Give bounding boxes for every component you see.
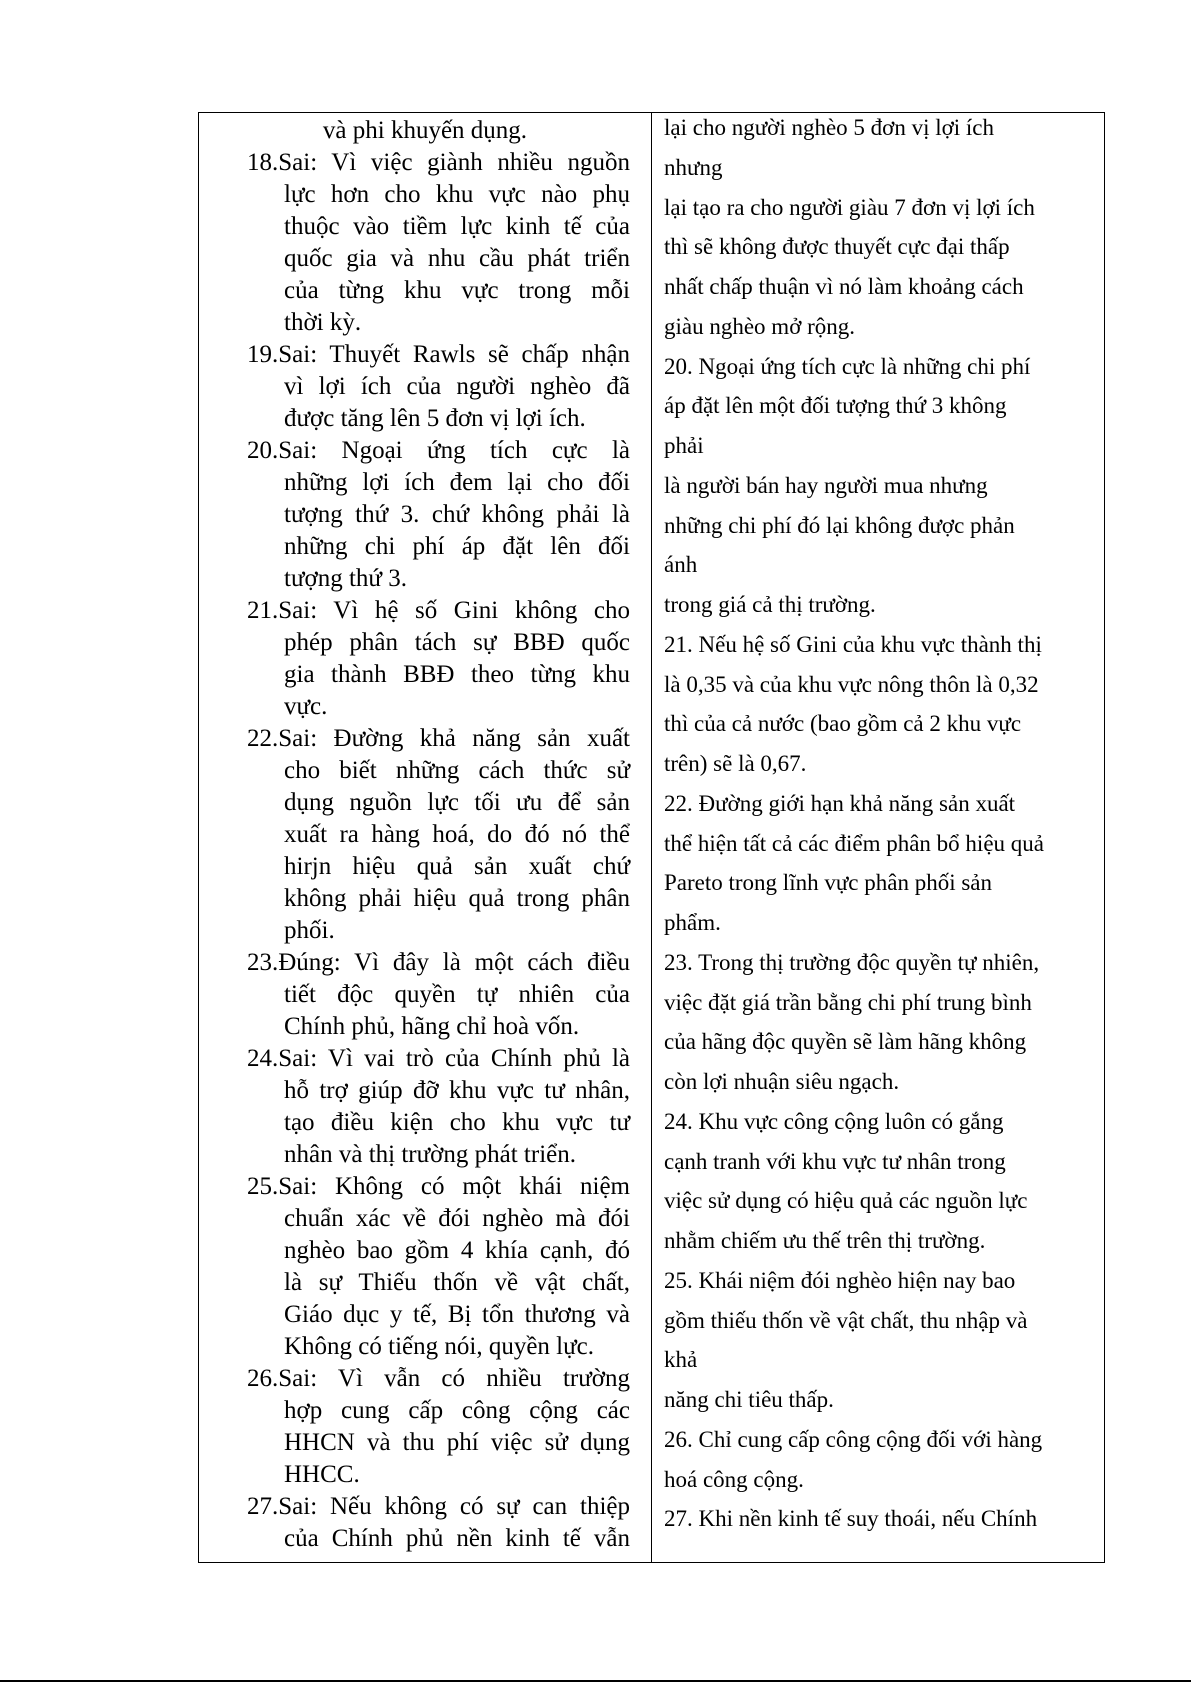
answer-line: hợp cung cấp công cộng các [284, 1397, 630, 1424]
answer-line: Không có tiếng nói, quyền lực. [284, 1333, 595, 1360]
answer-line: thời kỳ. [284, 309, 362, 336]
answer-line: những lợi ích đem lại cho đối [284, 469, 630, 496]
statement-line: trong giá cả thị trường. [664, 592, 876, 617]
statement-line: năng chi tiêu thấp. [664, 1387, 834, 1412]
answer-line: và phi khuyến dụng. [322, 117, 528, 144]
answer-line: vì lợi ích của người nghèo đã [284, 373, 630, 400]
answer-line: hỗ trợ giúp đỡ khu vực tư nhân, [284, 1077, 630, 1104]
statement-line: 27. Khi nền kinh tế suy thoái, nếu Chính [664, 1506, 1038, 1532]
answer-line: những chi phí áp đặt lên đối [284, 533, 630, 560]
answer-line: HHCN và thu phí việc sử dụng [284, 1429, 630, 1456]
answers-column [199, 113, 651, 1562]
answer-line: 21.Sai: Vì hệ số Gini không cho [247, 597, 630, 624]
answer-line: của Chính phủ nền kinh tế vẫn [284, 1525, 630, 1552]
statement-line: nhất chấp thuận vì nó làm khoảng cách [664, 274, 1024, 299]
answer-table [198, 112, 1105, 1563]
statement-line: là người bán hay người mua nhưng [664, 472, 988, 498]
answer-line: vực. [284, 693, 328, 720]
statement-line: Pareto trong lĩnh vực phân phối sản [664, 870, 993, 896]
statement-line: hoá công cộng. [664, 1466, 804, 1492]
column-divider [651, 113, 652, 1562]
statement-line: 22. Đường giới hạn khả năng sản xuất [664, 790, 1016, 816]
answer-line: 22.Sai: Đường khả năng sản xuất [247, 725, 630, 752]
answer-line: 27.Sai: Nếu không có sự can thiệp [247, 1493, 630, 1520]
statement-line: phải [664, 433, 704, 458]
page-bottom-rule [0, 1680, 1191, 1682]
statement-line: nhưng [664, 154, 723, 180]
answer-line: thuộc vào tiềm lực kinh tế của [284, 213, 630, 240]
answer-line: nghèo bao gồm 4 khía cạnh, đó [284, 1237, 630, 1264]
answer-line: lực hơn cho khu vực nào phụ [284, 181, 630, 208]
statement-line: phẩm. [664, 910, 721, 935]
statements-column [653, 113, 1104, 1562]
statement-line: thể hiện tất cả các điểm phân bổ hiệu quả [664, 830, 1044, 856]
answer-line: phối. [284, 917, 335, 944]
answer-line: phép phân tách sự BBĐ quốc [284, 629, 630, 656]
answer-line: 18.Sai: Vì việc giành nhiều nguồn [247, 149, 630, 176]
statement-line: thì sẽ không được thuyết cực đại thấp [664, 234, 1010, 260]
statement-line: 21. Nếu hệ số Gini của khu vực thành thị [664, 631, 1042, 657]
answer-line: cho biết những cách thức sử [284, 757, 630, 784]
answer-line: 24.Sai: Vì vai trò của Chính phủ là [247, 1045, 630, 1072]
statement-line: trên) sẽ là 0,67. [664, 751, 807, 776]
statement-line: việc sử dụng có hiệu quả các nguồn lực [664, 1188, 1028, 1214]
answer-line: là sự Thiếu thốn về vật chất, [284, 1269, 630, 1296]
answer-line: tạo điều kiện cho khu vực tư [284, 1109, 630, 1136]
statement-line: 20. Ngoại ứng tích cực là những chi phí [664, 353, 1031, 379]
answer-line: Chính phủ, hãng chỉ hoà vốn. [284, 1013, 580, 1040]
statement-line: việc đặt giá trần bằng chi phí trung bình [664, 989, 1032, 1015]
statement-line: còn lợi nhuận siêu ngạch. [664, 1069, 900, 1094]
answer-line: HHCC. [284, 1461, 360, 1488]
answer-line: tượng thứ 3. [284, 565, 407, 592]
statement-line: giàu nghèo mở rộng. [664, 313, 856, 339]
statement-line: lại tạo ra cho người giàu 7 đơn vị lợi ích [664, 194, 1035, 220]
answer-line: không phải hiệu quả trong phân [284, 885, 630, 912]
statement-line: ánh [664, 552, 698, 578]
answer-line: dụng nguồn lực tối ưu để sản [284, 789, 630, 816]
answer-line: chuẩn xác về đói nghèo mà đói [284, 1205, 630, 1232]
statement-line: cạnh tranh với khu vực tư nhân trong [664, 1148, 1006, 1174]
statement-line: 26. Chỉ cung cấp công cộng đối với hàng [664, 1426, 1043, 1452]
statement-line: nhằm chiếm ưu thế trên thị trường. [664, 1228, 986, 1253]
statement-line: khả [664, 1347, 698, 1373]
answer-line: 20.Sai: Ngoại ứng tích cực là [247, 437, 630, 464]
statement-line: những chi phí đó lại không được phản [664, 512, 1015, 538]
answer-line: nhân và thị trường phát triển. [284, 1141, 576, 1168]
statement-line: 24. Khu vực công cộng luôn có gắng [664, 1108, 1004, 1134]
statement-line: 23. Trong thị trường độc quyền tự nhiên, [664, 949, 1040, 975]
answer-line: 19.Sai: Thuyết Rawls sẽ chấp nhận [247, 341, 630, 368]
answer-line: gia thành BBĐ theo từng khu [284, 661, 630, 688]
answer-line: 26.Sai: Vì vẫn có nhiều trường [247, 1365, 630, 1392]
answer-line: tiết độc quyền tự nhiên của [284, 981, 630, 1008]
statement-line: của hãng độc quyền sẽ làm hãng không [664, 1029, 1027, 1055]
answer-line: xuất ra hàng hoá, do đó nó thể [284, 821, 630, 848]
answer-line: quốc gia và nhu cầu phát triển [284, 245, 630, 272]
statement-line: là 0,35 và của khu vực nông thôn là 0,32 [664, 671, 1039, 697]
answer-line: 23.Đúng: Vì đây là một cách điều [247, 949, 630, 976]
statement-line: áp đặt lên một đối tượng thứ 3 không [664, 393, 1007, 419]
answer-line: của từng khu vực trong mỗi [284, 277, 630, 304]
statement-line: lại cho người nghèo 5 đơn vị lợi ích [664, 115, 995, 140]
statement-line: 25. Khái niệm đói nghèo hiện nay bao [664, 1267, 1016, 1293]
answer-line: tượng thứ 3. chứ không phải là [284, 501, 630, 528]
answer-line: 25.Sai: Không có một khái niệm [247, 1173, 630, 1200]
answer-line: Giáo dục y tế, Bị tổn thương và [284, 1301, 630, 1328]
statement-line: thì của cả nước (bao gồm cả 2 khu vực [664, 711, 1022, 737]
statement-line: gồm thiếu thốn về vật chất, thu nhập và [664, 1307, 1028, 1333]
answer-line: hirjn hiệu quả sản xuất chứ [284, 853, 630, 880]
answer-line: được tăng lên 5 đơn vị lợi ích. [284, 405, 586, 432]
